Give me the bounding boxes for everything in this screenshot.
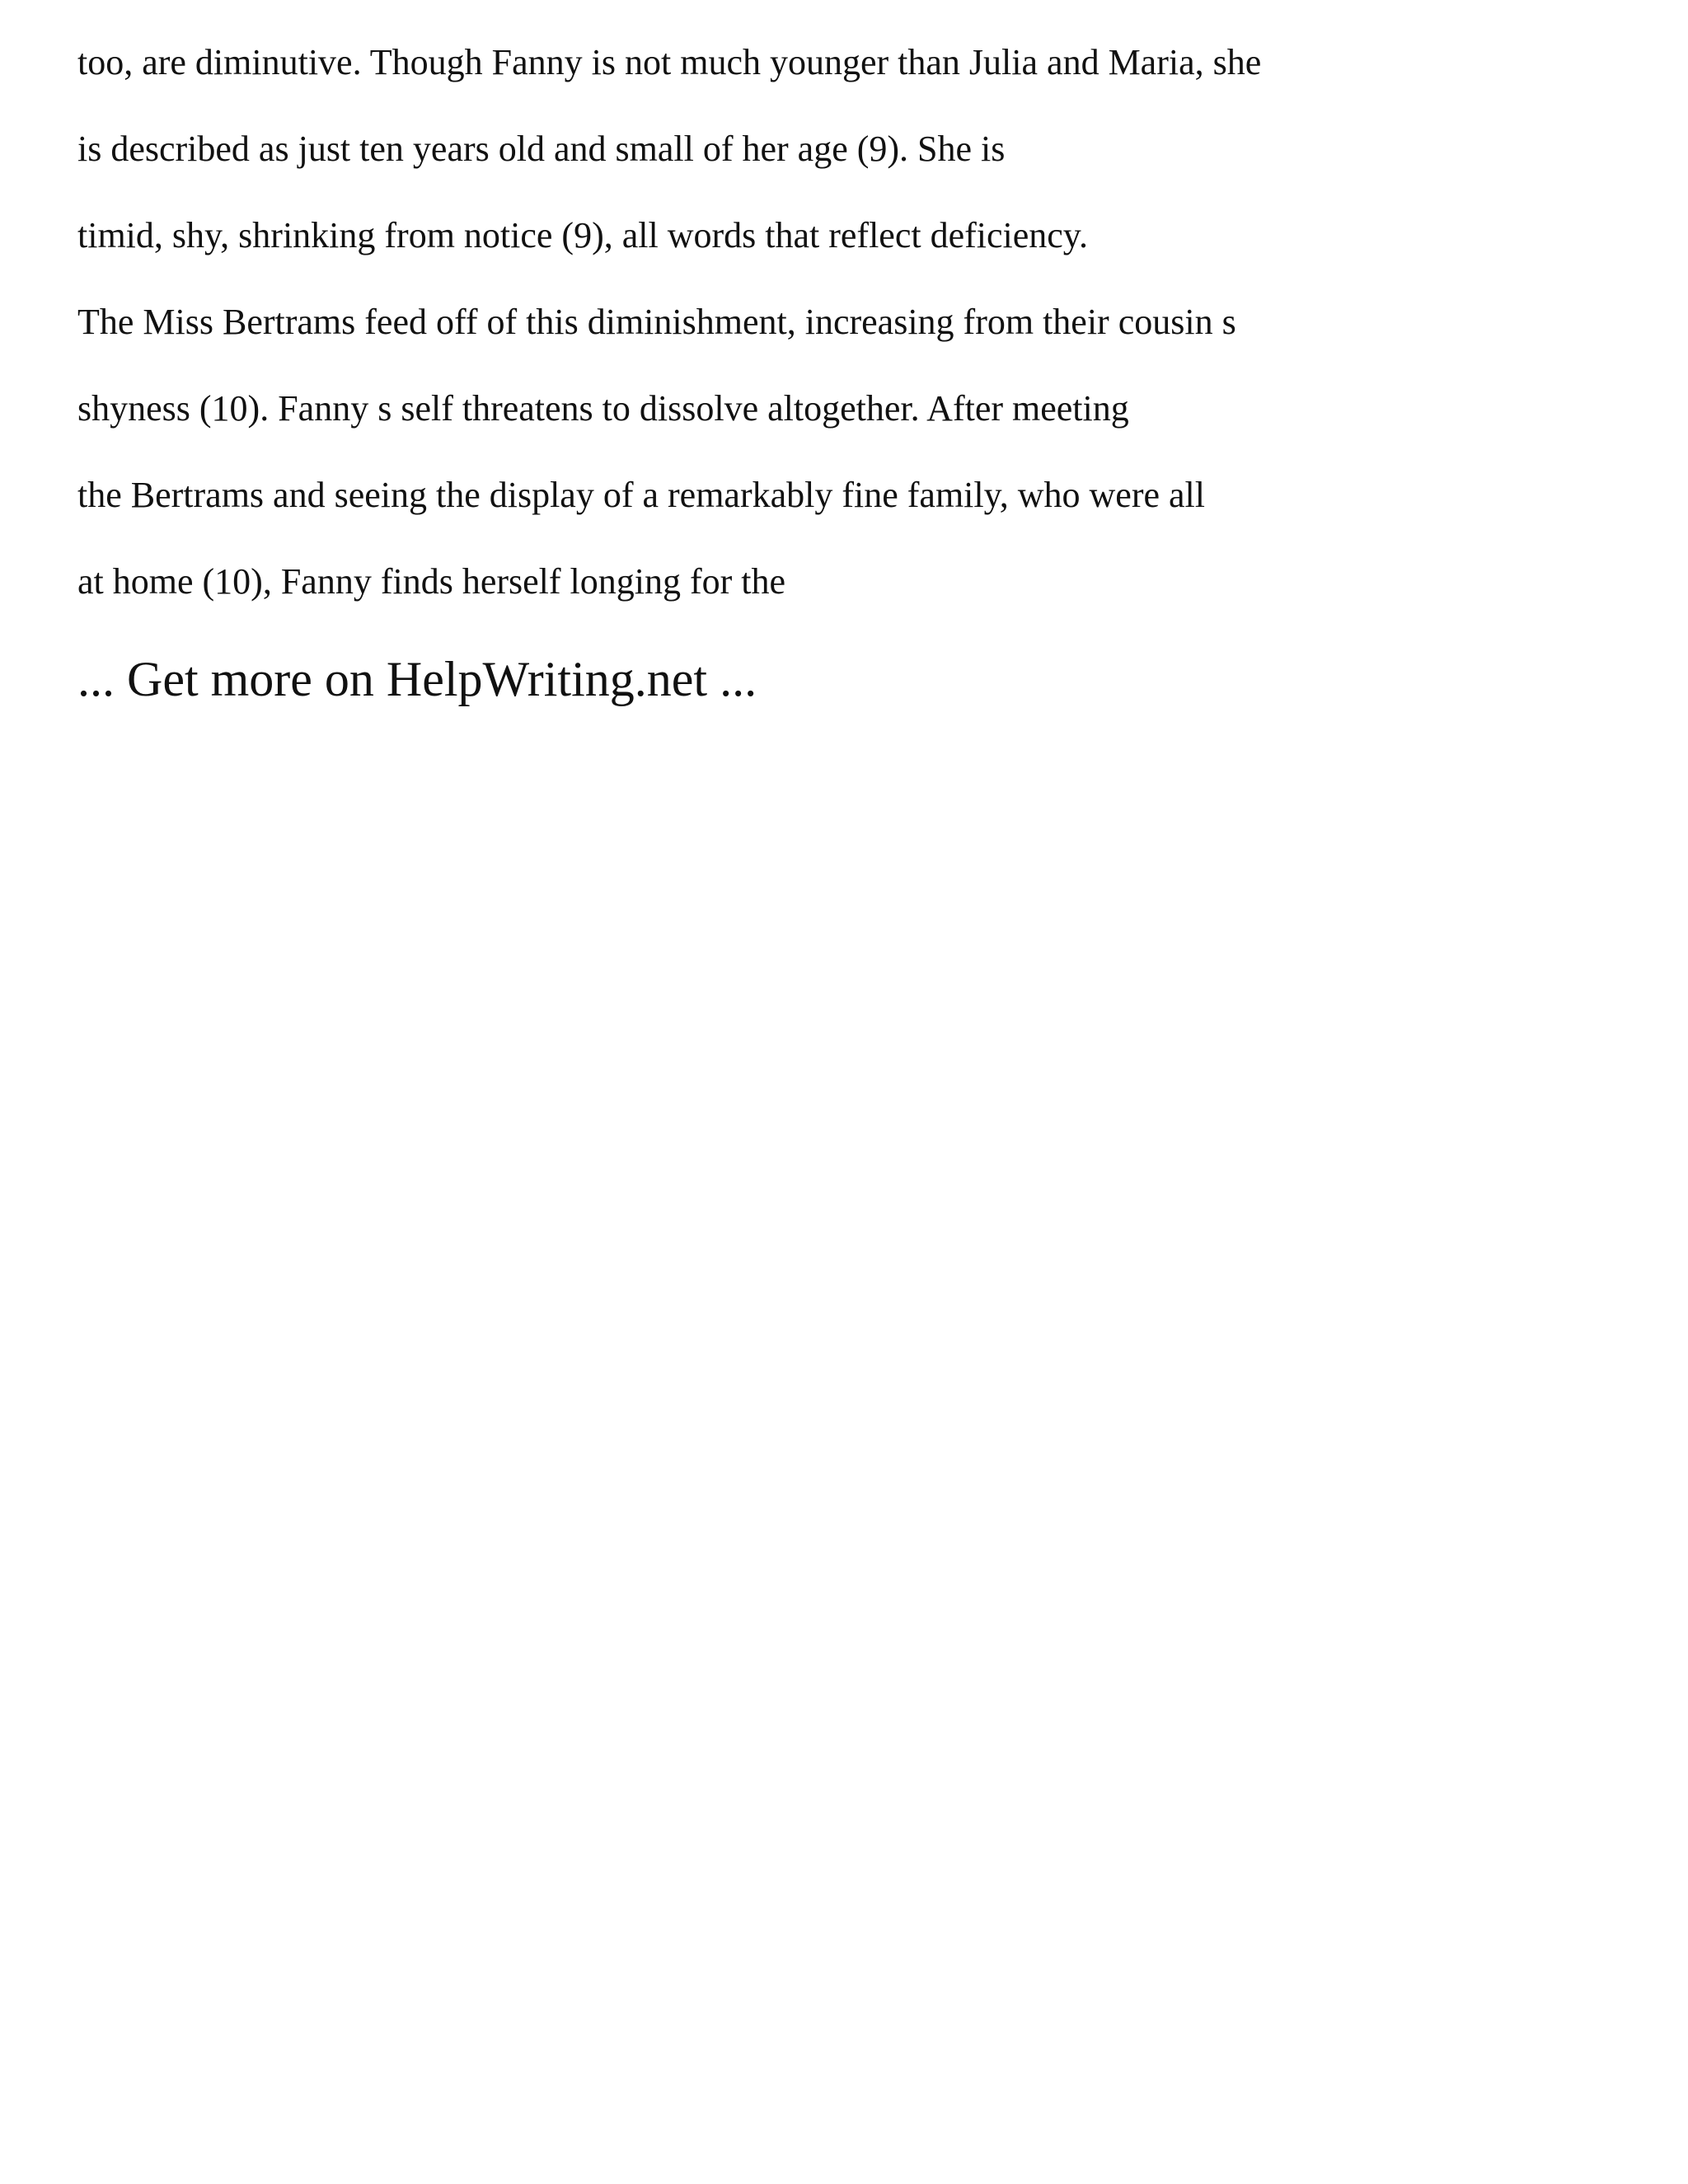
text-line-7: at home (10), Fanny finds herself longing for the xyxy=(77,561,786,602)
text-line-2: is described as just ten years old and small of her age (9). She is xyxy=(77,129,1006,169)
get-more-link[interactable]: ... Get more on HelpWriting.net ... xyxy=(77,652,757,706)
document-body xyxy=(77,41,1561,647)
text-line-6: the Bertrams and seeing the display of a remarkably fine family, who were all xyxy=(77,475,1205,515)
text-line-4: The Miss Bertrams feed off of this diminishment, increasing from their cousin s xyxy=(77,302,1236,342)
text-line-5: shyness (10). Fanny s self threatens to dissolve altogether. After meeting xyxy=(77,388,1129,429)
text-line-1: too, are diminutive. Though Fanny is not much younger than Julia and Maria, she xyxy=(77,42,1262,82)
text-line-3: timid, shy, shrinking from notice (9), all words that reflect deficiency. xyxy=(77,215,1088,255)
